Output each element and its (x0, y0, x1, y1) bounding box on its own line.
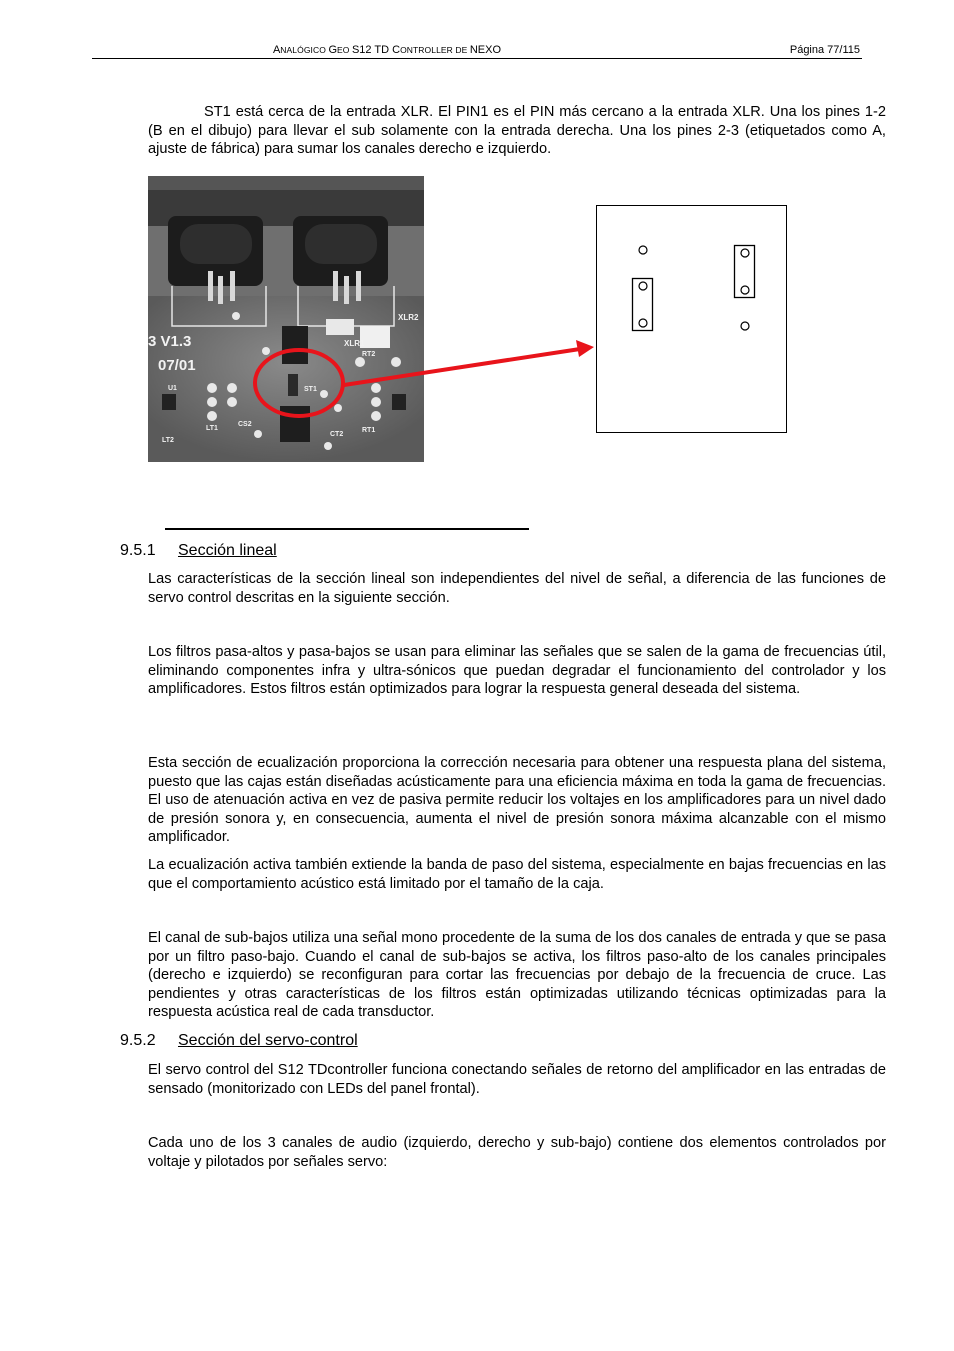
header-title-part: G (328, 44, 337, 56)
photo-label-u1: U1 (168, 385, 177, 392)
pointer-arrow (330, 335, 600, 395)
right-jumper-pin-3 (741, 249, 749, 257)
jumper-diagram (592, 200, 792, 440)
section-heading-951 (120, 541, 277, 561)
photo-label-rt1: RT1 (362, 427, 376, 434)
paragraph: Esta sección de ecualización proporciona la corrección necesaria para obtener una respuesta plana del sistema, puesto que las cajas están diseñadas acústicamente para una eficiencia máxima en toda la gama de frecuencias. El uso de atenuación activa en vez de pasiva permite reducir los voltajes en los amplificadores para un nivel dado de presión sonora y, en consecuencia, aumenta el nivel de presión sonora máxima alcanzable con el mismo amplificador. (148, 755, 886, 845)
left-jumper-pin-2 (639, 282, 647, 290)
paragraph: Las características de la sección lineal son independientes del nivel de señal, a diferencia de las funciones de servo control descritas en la siguiente sección. (148, 571, 886, 606)
photo-label-date: 07/01 (158, 357, 196, 374)
left-jumper-pin-1 (639, 319, 647, 327)
photo-label-lt1: LT1 (206, 425, 218, 432)
paragraph: Cada uno de los 3 canales de audio (izquierdo, derecho y sub-bajo) contiene dos elementos controlados por voltaje y pilotados por señales servo: (148, 1135, 886, 1170)
header-title-part: NEXO (469, 44, 502, 56)
header-title-part: A (272, 44, 281, 56)
right-jumper-pin-2 (741, 286, 749, 294)
photo-label-cs2: CS2 (238, 421, 252, 428)
paragraph: El servo control del S12 TDcontroller funciona conectando señales de retorno del amplificador en las entradas de sensado (monitorizado con LEDs del panel frontal). (148, 1062, 886, 1097)
photo-label-ct2: CT2 (330, 431, 344, 438)
photo-label-xlr1: XLR1 (344, 339, 365, 348)
photo-label-lt2: LT2 (162, 437, 174, 444)
header-title-part: S12 TD (351, 44, 393, 56)
intro-paragraph: ST1 está cerca de la entrada XLR. El PIN1 es el PIN más cercano a la entrada XLR. Una los pines 1-2 (B en el dibujo) para llevar el sub solamente con la entrada derecha. Una los pines 2-3 (etiquetados como A, ajuste de fábrica) para sumar los canales derecho e izquierdo. (148, 104, 886, 157)
left-jumper-pin-3 (639, 246, 647, 254)
photo-label-version: 3 V1.3 (148, 333, 192, 350)
pcb-photo (148, 176, 424, 462)
section-heading-952 (120, 1031, 358, 1051)
header-title-part: EO (337, 45, 352, 55)
section-divider (165, 528, 529, 530)
page-header (92, 44, 862, 59)
header-title (92, 44, 682, 56)
paragraph: Los filtros pasa-altos y pasa-bajos se usan para eliminar las señales que se salen de la gama de frecuencias útil, eliminando componentes infra y ultra-sónicos que puedan degradar el funcionamiento del controlador y los amplificadores. Estos filtros están optimizados para lograr la respuesta general deseada del sistema. (148, 644, 886, 697)
header-title-part: ONTROLLER DE (400, 45, 470, 55)
photo-label-xlr2: XLR2 (398, 313, 419, 322)
section-number: 9.5.1 (120, 542, 156, 559)
section-title: Sección del servo-control (178, 1032, 358, 1049)
header-title-part: C (392, 44, 401, 56)
page-number: Página 77/115 (789, 44, 860, 56)
photo-label-rt2: RT2 (362, 351, 376, 358)
header-title-part: NALÓGICO (280, 45, 329, 55)
section-title: Sección lineal (178, 542, 277, 559)
paragraph: La ecualización activa también extiende la banda de paso del sistema, especialmente en bajas frecuencias en las que el comportamiento acústico está limitado por el tamaño de la caja. (148, 857, 886, 892)
right-jumper-pin-1 (741, 322, 749, 330)
section-number: 9.5.2 (120, 1032, 156, 1049)
paragraph: El canal de sub-bajos utiliza una señal mono procedente de la suma de los dos canales de entrada y que se pasa por un filtro paso-bajo. Cuando el canal de sub-bajos se activa, los filtros paso-alto de los canales principales (derecho e izquierdo) se reconfiguran para cortar las frecuencias por debajo de la frecuencia de cruce. Las pendientes y otras características de los filtros están optimizadas utilizando técnicas optimizadas para la respuesta acústica real de cada transductor. (148, 930, 886, 1020)
photo-label-st1: ST1 (304, 386, 317, 393)
